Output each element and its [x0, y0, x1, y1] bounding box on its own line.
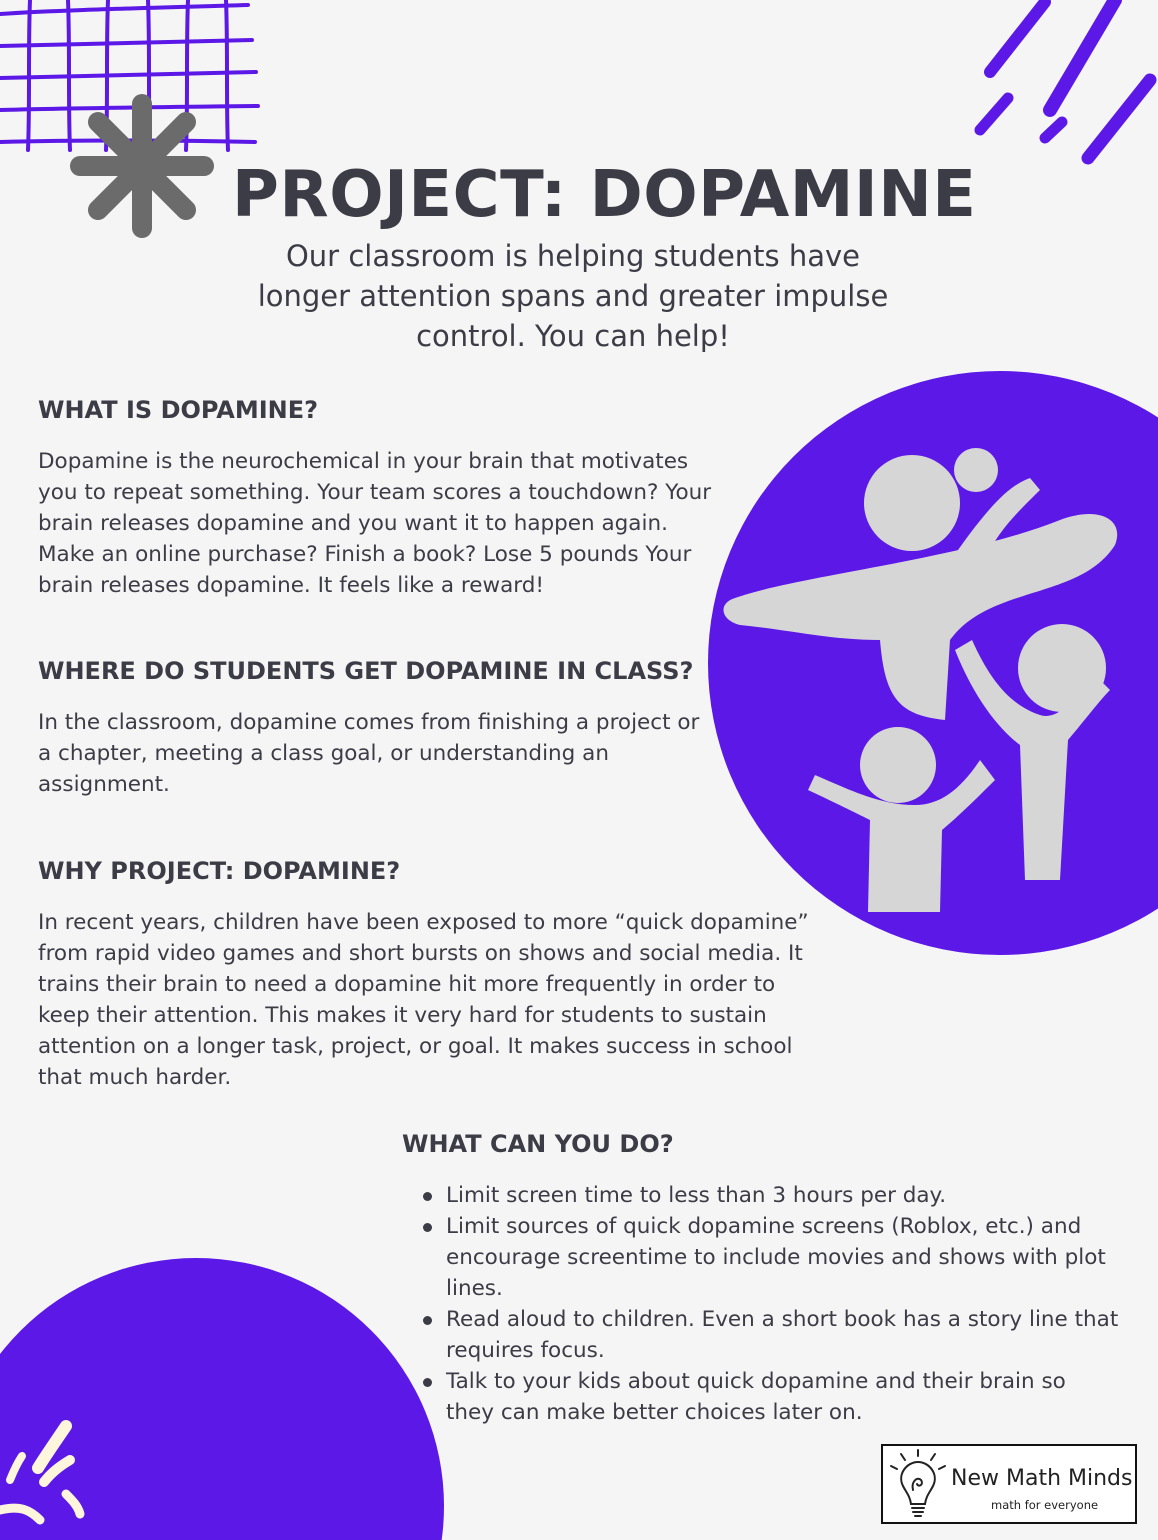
family-figures-icon — [708, 371, 1158, 955]
section-heading-what-is: WHAT IS DOPAMINE? — [38, 396, 319, 424]
rain-streaks-icon — [980, 0, 1150, 158]
list-item — [420, 1366, 1120, 1428]
bullet-icon — [423, 1223, 432, 1232]
section-body-why: In recent years, children have been exposed to more “quick dopamine” from rapid video games and short bursts on shows and social media. It trains their brain to need a dopamine hit more frequently in order to keep their attention. This makes it very hard for students to sustain attention on a longer task, project, or goal. It makes success in school that much harder. — [38, 910, 809, 1090]
section-heading-why: WHY PROJECT: DOPAMINE? — [38, 857, 401, 885]
section-heading-where: WHERE DO STUDENTS GET DOPAMINE IN CLASS? — [38, 657, 694, 685]
page-title: PROJECT: DOPAMINE — [232, 158, 977, 232]
actions-list — [420, 1180, 1120, 1428]
actions-heading: WHAT CAN YOU DO? — [402, 1130, 674, 1158]
logo-name: New Math Minds — [951, 1466, 1133, 1491]
bullet-icon — [423, 1378, 432, 1387]
list-item — [420, 1304, 1120, 1366]
list-item — [420, 1211, 1120, 1304]
lightbulb-icon — [887, 1448, 949, 1522]
hand-splash-icon — [0, 1258, 444, 1540]
logo-tagline: math for everyone — [991, 1498, 1099, 1512]
page-subtitle: Our classroom is helping students have longer attention spans and greater impulse control. You can help! — [257, 239, 889, 353]
list-item-text: Read aloud to children. Even a short book has a story line that requires focus. — [446, 1307, 1119, 1363]
list-item-text: Limit sources of quick dopamine screens (Roblox, etc.) and encourage screentime to include movies and shows with plot lines. — [446, 1214, 1106, 1301]
bullet-icon — [423, 1192, 432, 1201]
bullet-icon — [423, 1316, 432, 1325]
section-body-what-is: Dopamine is the neurochemical in your brain that motivates you to repeat something. Your team scores a touchdown? Your brain releases dopamine and you want it to happen again. Make an online purchase? Finish a book? Lose 5 pounds Your brain releases dopamine. It feels like a reward! — [38, 449, 712, 598]
grid-doodle-icon — [0, 0, 258, 150]
list-item — [420, 1180, 1120, 1211]
list-item-text: Talk to your kids about quick dopamine and their brain so they can make better choices later on. — [446, 1369, 1066, 1425]
brand-logo — [881, 1444, 1137, 1524]
asterisk-icon — [80, 104, 204, 228]
list-item-text: Limit screen time to less than 3 hours per day. — [446, 1183, 947, 1208]
section-body-where: In the classroom, dopamine comes from finishing a project or a chapter, meeting a class goal, or understanding an assignment. — [38, 710, 700, 797]
